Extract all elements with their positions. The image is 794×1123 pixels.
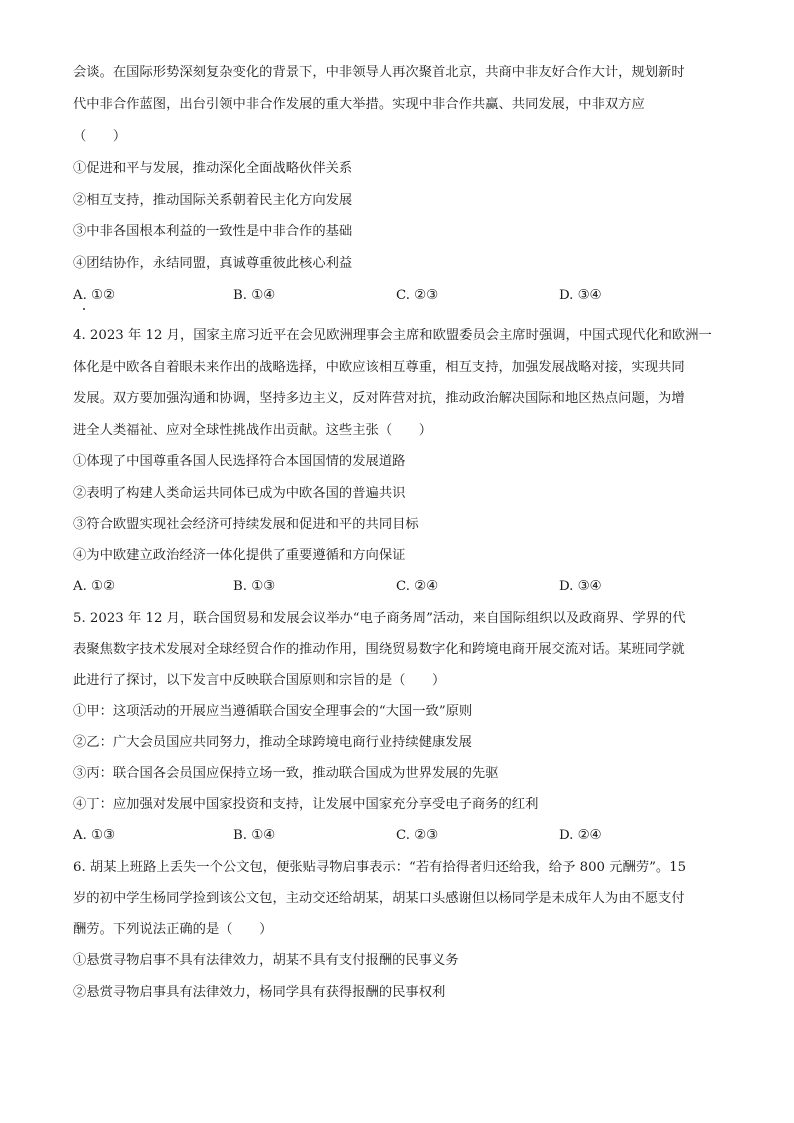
q4-option-a: A. ①② xyxy=(73,579,115,594)
q4-line-3: 发展。双方要加强沟通和协调，坚持多边主义，反对阵营对抗，推动政治解决国际和地区热点问题，为增 xyxy=(73,391,685,406)
q6-statement-1: ①悬赏寻物启事不具有法律效力，胡某不具有支付报酬的民事义务 xyxy=(73,953,459,968)
q4-statement-1: ①体现了中国尊重各国人民选择符合本国国情的发展道路 xyxy=(73,454,406,469)
q4-line-4: 进全人类福祉、应对全球性挑战作出贡献。这些主张（ ） xyxy=(73,423,433,438)
q4-option-b: B. ①③ xyxy=(233,579,276,594)
q3-option-a: A. ①② xyxy=(73,288,115,303)
q3-option-c: C. ②③ xyxy=(396,288,438,303)
q5-statement-4: ④丁：应加强对发展中国家投资和支持，让发展中国家充分享受电子商务的红利 xyxy=(73,797,539,812)
q6-line-2: 岁的初中学生杨同学捡到该公文包，主动交还给胡某，胡某口头感谢但以杨同学是未成年人为由不愿支付 xyxy=(73,891,685,906)
stray-dot-mark xyxy=(83,308,85,310)
q5-statement-2: ②乙：广大会员国应共同努力，推动全球跨境电商行业持续健康发展 xyxy=(73,735,472,750)
q4-options xyxy=(73,578,723,596)
q5-option-b: B. ①④ xyxy=(233,828,276,843)
q4-line-2: 体化是中欧各自着眼未来作出的战略选择，中欧应该相互尊重，相互支持，加强发展战略对接，实现共同 xyxy=(73,360,685,375)
q3-option-b: B. ①④ xyxy=(233,288,276,303)
q3-statement-3: ③中非各国根本利益的一致性是中非合作的基础 xyxy=(73,224,353,239)
q4-option-c: C. ②④ xyxy=(396,579,438,594)
q3-option-d: D. ③④ xyxy=(559,288,602,303)
q5-line-3: 此进行了探讨，以下发言中反映联合国原则和宗旨的是（ ） xyxy=(73,673,446,688)
q4-statement-3: ③符合欧盟实现社会经济可持续发展和促进和平的共同目标 xyxy=(73,517,419,532)
q6-line-3: 酬劳。下列说法正确的是（ ） xyxy=(73,922,273,937)
q5-line-2: 表聚焦数字技术发展对全球经贸合作的推动作用，围绕贸易数字化和跨境电商开展交流对话。某班同学就 xyxy=(73,642,685,657)
q5-statement-3: ③丙：联合国各会员国应保持立场一致，推动联合国成为世界发展的先驱 xyxy=(73,766,499,781)
q4-line-1: 4. 2023 年 12 月，国家主席习近平在会见欧洲理事会主席和欧盟委员会主席时强调，中国式现代化和欧洲一 xyxy=(73,328,712,343)
q3-answer-blank: （ ） xyxy=(73,129,127,144)
q4-statement-2: ②表明了构建人类命运共同体已成为中欧各国的普遍共识 xyxy=(73,486,406,501)
q6-line-1: 6. 胡某上班路上丢失一个公文包，便张贴寻物启事表示：“若有拾得者归还给我，给予 800 元酬劳”。15 xyxy=(73,860,687,875)
q6-statement-2: ②悬赏寻物启事具有法律效力，杨同学具有获得报酬的民事权利 xyxy=(73,985,446,1000)
q3-line-1: 会谈。在国际形势深刻复杂变化的背景下，中非领导人再次聚首北京，共商中非友好合作大计，规划新时 xyxy=(73,65,685,80)
q5-options xyxy=(73,827,723,845)
q5-line-1: 5. 2023 年 12 月，联合国贸易和发展会议举办“电子商务周”活动，来自国际组织以及政商界、学界的代 xyxy=(73,611,686,626)
q3-statement-1: ①促进和平与发展，推动深化全面战略伙伴关系 xyxy=(73,161,353,176)
q5-option-a: A. ①③ xyxy=(73,828,115,843)
q4-option-d: D. ③④ xyxy=(559,579,602,594)
q3-line-2: 代中非合作蓝图，出台引领中非合作发展的重大举措。实现中非合作共赢、共同发展，中非双方应 xyxy=(73,97,645,112)
q3-statement-4: ④团结协作，永结同盟，真诚尊重彼此核心利益 xyxy=(73,256,353,271)
q3-statement-2: ②相互支持，推动国际关系朝着民主化方向发展 xyxy=(73,193,353,208)
q3-options xyxy=(73,287,723,305)
q4-statement-4: ④为中欧建立政治经济一体化提供了重要遵循和方向保证 xyxy=(73,548,406,563)
q5-option-d: D. ②④ xyxy=(559,828,602,843)
q5-statement-1: ①甲：这项活动的开展应当遵循联合国安全理事会的“大国一致”原则 xyxy=(73,704,473,719)
q5-option-c: C. ②③ xyxy=(396,828,438,843)
